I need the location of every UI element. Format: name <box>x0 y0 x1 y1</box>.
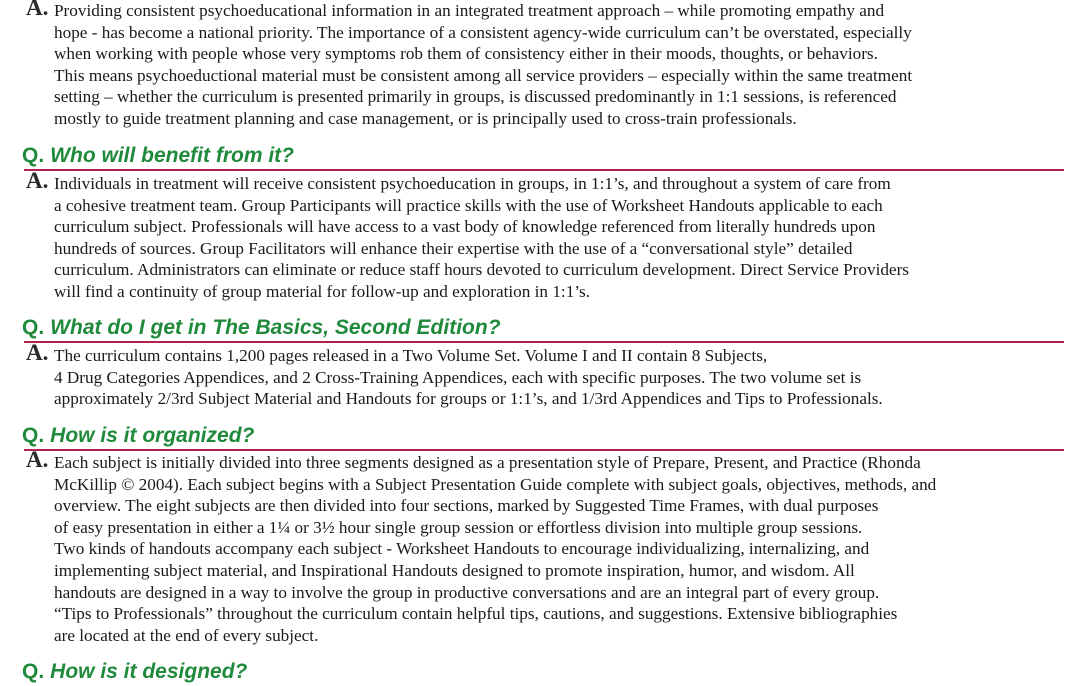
answer-line: The curriculum contains 1,200 pages released in a Two Volume Set. Volume I and II contain 8 Subjects, <box>54 346 768 365</box>
answer-line: mostly to guide treatment planning and case management, or is principally used to cross-train professionals. <box>54 108 797 128</box>
question-text: Who will benefit from it? <box>50 144 294 167</box>
answer-line: Providing consistent psychoeducational information in an integrated treatment approach – while promoting empathy and <box>54 1 885 20</box>
answer-text <box>54 0 1062 130</box>
question-heading <box>22 660 1062 686</box>
answer-line: approximately 2/3rd Subject Material and Handouts for groups or 1:1’s, and 1/3rd Appendices and Tips to Professionals. <box>54 389 883 409</box>
answer-label: A. <box>26 168 49 193</box>
question-text: How is it designed? <box>50 660 248 683</box>
answer-text <box>54 345 1062 410</box>
answer-line: handouts are designed in a way to involve the group in productive conversations and are an integral part of every group. <box>54 582 880 602</box>
answer-line: Each subject is initially divided into three segments designed as a presentation style of Prepare, Present, and Practice (Rhonda <box>54 453 921 472</box>
question-heading <box>22 316 1062 342</box>
answer-line: a cohesive treatment team. Group Participants will practice skills with the use of Worksheet Handouts applicable to each <box>54 195 883 215</box>
answer-line: overview. The eight subjects are then divided into four sections, marked by Suggested Time Frames, with dual purposes <box>54 496 879 516</box>
answer-label: A. <box>26 0 49 20</box>
answer-line: Two kinds of handouts accompany each subject - Worksheet Handouts to encourage individualizing, internalizing, and <box>54 539 870 559</box>
answer-line: setting – whether the curriculum is presented primarily in groups, is discussed predominantly in 1:1 sessions, is referenced <box>54 87 897 107</box>
answer-line: of easy presentation in either a 1¼ or 3½ hour single group session or effortless division into multiple group sessions. <box>54 517 863 537</box>
answer-line: curriculum subject. Professionals will have access to a vast body of knowledge referenced from literally hundreds upon <box>54 217 876 237</box>
question-text: What do I get in The Basics, Second Edition? <box>50 316 501 339</box>
question-label: Q. <box>22 316 45 339</box>
answer-label: A. <box>26 447 49 472</box>
answer-line: 4 Drug Categories Appendices, and 2 Cross-Training Appendices, each with specific purposes. The two volume set is <box>54 367 862 387</box>
answer-line: implementing subject material, and Inspirational Handouts designed to promote inspiration, humor, and wisdom. All <box>54 560 855 580</box>
section-divider <box>24 169 1064 171</box>
answer-block-organization <box>26 447 1062 646</box>
answer-label: A. <box>26 340 49 365</box>
answer-line: This means psychoeductional material must be consistent among all service providers – especially within the same treatment <box>54 65 913 85</box>
answer-line: will find a continuity of group material for follow-up and exploration in 1:1’s. <box>54 281 591 301</box>
answer-block-intro <box>26 0 1062 130</box>
answer-line: hope - has become a national priority. The importance of a consistent agency-wide curriculum can’t be overstated, especially <box>54 22 912 42</box>
question-label: Q. <box>22 424 45 447</box>
answer-line: hundreds of sources. Group Facilitators will enhance their expertise with the use of a “conversational style” detailed <box>54 238 853 258</box>
answer-line: are located at the end of every subject. <box>54 625 319 645</box>
answer-line: Individuals in treatment will receive consistent psychoeducation in groups, in 1:1’s, and throughout a system of care from <box>54 174 891 193</box>
question-label: Q. <box>22 660 45 683</box>
section-divider <box>24 341 1064 343</box>
answer-line: when working with people whose very symptoms rob them of consistency either in their moods, thoughts, or behaviors. <box>54 44 878 64</box>
answer-block-benefit <box>26 168 1062 303</box>
question-heading <box>22 424 1062 450</box>
answer-line: curriculum. Administrators can eliminate or reduce staff hours devoted to curriculum development. Direct Service Providers <box>54 260 909 280</box>
question-label: Q. <box>22 144 45 167</box>
answer-text <box>54 173 1062 303</box>
section-divider <box>24 449 1064 451</box>
answer-line: McKillip © 2004). Each subject begins with a Subject Presentation Guide complete with subject goals, objectives, methods, and <box>54 474 937 494</box>
answer-text <box>54 452 1062 646</box>
question-heading <box>22 144 1062 170</box>
answer-block-contents <box>26 340 1062 410</box>
question-text: How is it organized? <box>50 424 255 447</box>
answer-line: “Tips to Professionals” throughout the curriculum contain helpful tips, cautions, and suggestions. Extensive bibliographies <box>54 604 898 624</box>
